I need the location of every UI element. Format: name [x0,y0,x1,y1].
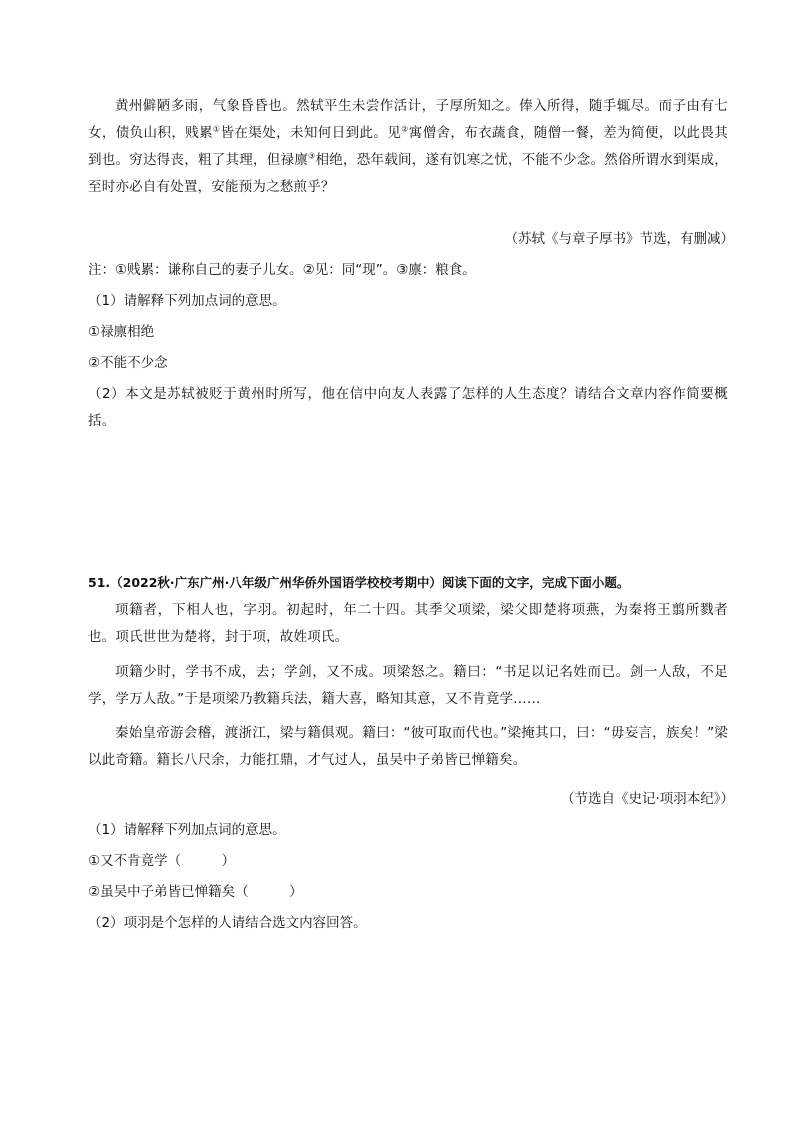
passage1-q2-prompt: （2）本文是苏轼被贬于黄州时所写，他在信中向友人表露了怎样的人生态度？请结合文章内容作简要概括。 [88,386,728,429]
passage1-paragraph [88,93,728,201]
note-mark-2: ② [401,124,409,134]
question51-q1-item2: ②虽吴中子弟皆已惮籍矣（ ） [88,884,303,900]
question51-q1-item1: ①又不肯竟学（ ） [88,853,236,869]
question51-paragraph3: 秦始皇帝游会稽，渡浙江，梁与籍俱观。籍曰：“彼可取而代也。”梁掩其口，曰：“毋妄言，族矣！”梁以此奇籍。籍长八尺余，力能扛鼎，才气过人，虽吴中子弟皆已惮籍矣。 [88,725,728,768]
question51-source: （节选自《史记·项羽本纪》） [560,791,734,807]
question51-paragraph2: 项籍少时，学书不成，去；学剑，又不成。项梁怒之。籍曰：“书足以记名姓而已。剑一人敌，不足学，学万人敌。”于是项梁乃教籍兵法，籍大喜，略知其意，又不肯竟学…… [88,664,728,707]
question51-q1-prompt: （1）请解释下列加点词的意思。 [88,822,286,838]
passage1-text-part4: 相绝，恐年载间，遂有饥寒之忧，不能不少念。然俗所谓水到渠成，至时亦必自有处置，安能预为之愁煎乎？ [88,152,729,195]
passage1-text-part2: 皆在渠处，未知何日到此。见 [220,125,402,141]
passage1-text-part1: 黄州僻陋多雨，气象昏昏也。然轼平生未尝作活计，子厚所知之。俸入所得，随手辄尽。而子由有七女，债负山积，贱累 [88,98,728,141]
passage1-q1-item1: ①禄廪相绝 [88,324,155,340]
passage1-source: （苏轼《与章子厚书》节选，有删减） [504,231,734,247]
question51-q2-prompt: （2）项羽是个怎样的人请结合选文内容回答。 [88,915,367,931]
passage1-q1-item2: ②不能不少念 [88,355,168,371]
question51-header: 51.（2022秋·广东广州·八年级广州华侨外国语学校校考期中）阅读下面的文字，完成下面小题。 [88,575,630,590]
passage1-q1-prompt: （1）请解释下列加点词的意思。 [88,293,286,309]
note-mark-3: ③ [308,151,316,161]
passage1-text-part3: 寓僧舍，布衣蔬食，随僧一餐，差为简便，以此畏其到也。穷达得丧，粗了其理，但禄廪 [88,125,728,168]
note-mark-1: ① [213,124,221,134]
question51-paragraph1: 项籍者，下相人也，字羽。初起时，年二十四。其季父项梁，梁父即楚将项燕，为秦将王翦所戮者也。项氏世世为楚将，封于项，故姓项氏。 [88,602,728,645]
passage1-notes: 注：①贱累：谦称自己的妻子儿女。②见：同“现”。③廪：粮食。 [88,262,476,278]
